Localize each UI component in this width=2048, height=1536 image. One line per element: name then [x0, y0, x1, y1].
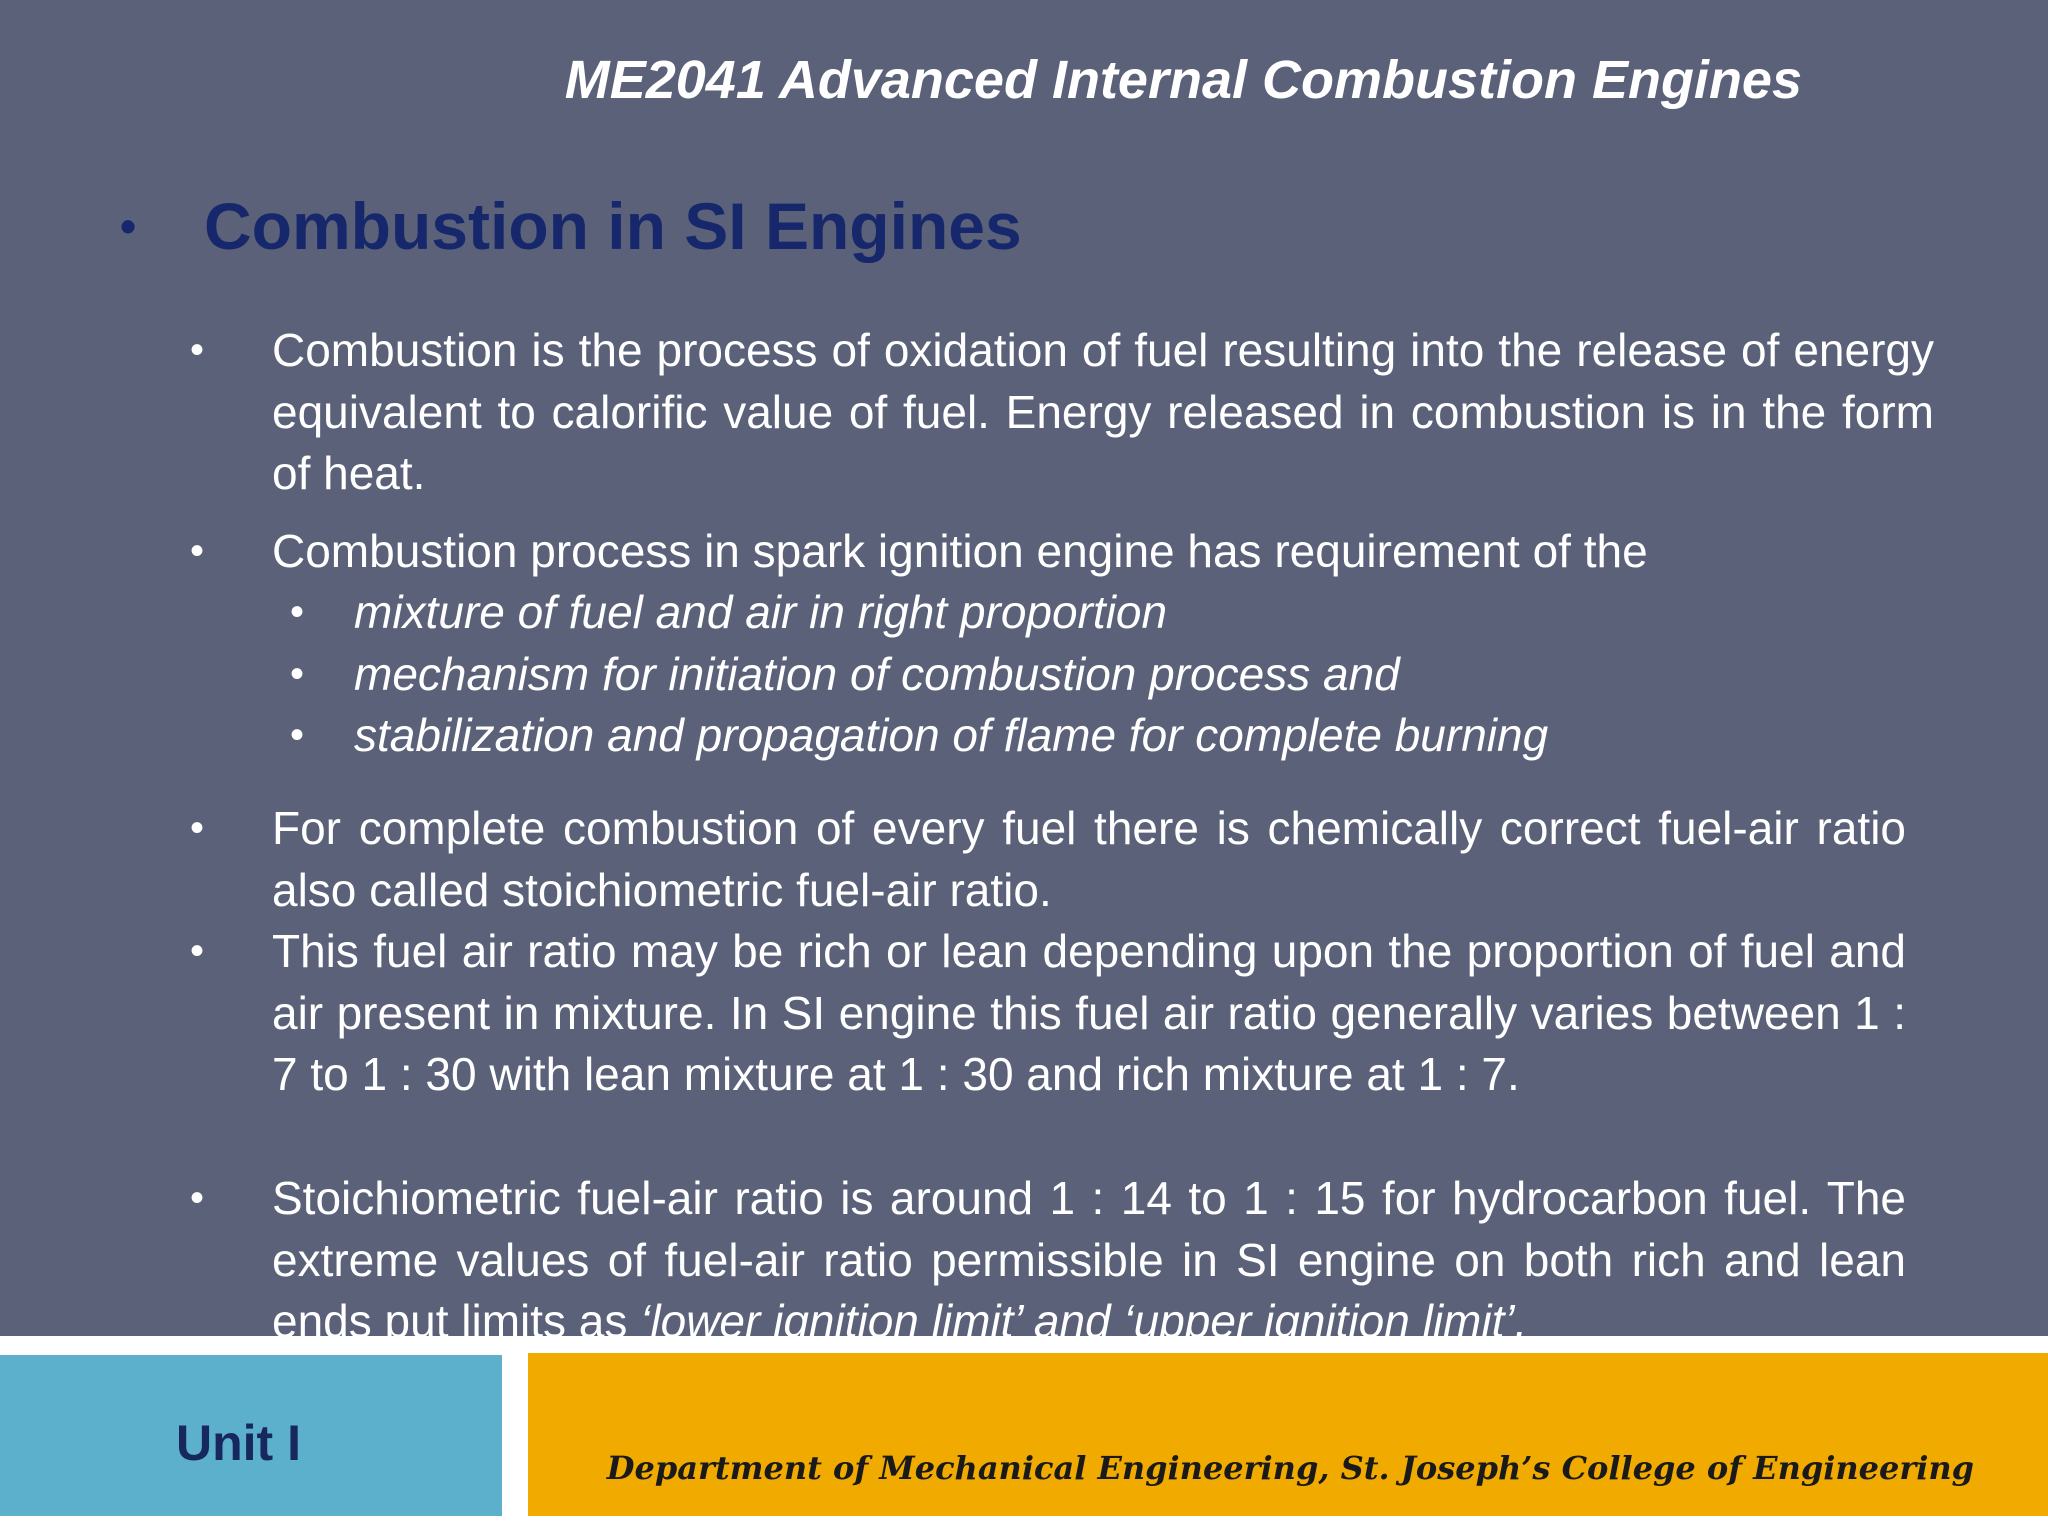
sub-bullet-dot: •: [290, 590, 305, 634]
bullet-text-5: [272, 1168, 1906, 1353]
bullet-dot: •: [190, 529, 205, 573]
sub-bullet-text-2: mechanism for initiation of combustion process and: [354, 648, 1400, 700]
bullet-text-5-main: Stoichiometric fuel-air ratio is around 1 : 14 to 1 : 15 for hydrocarbon fuel. The extreme values of fuel-air ratio permissible in SI engine on both rich and lean ends put limits as: [272, 1172, 1906, 1347]
heading-bullet: •: [120, 200, 137, 252]
bullet-dot: •: [190, 929, 205, 973]
bullet-text-4: This fuel air ratio may be rich or lean depending upon the proportion of fuel and air present in mixture. In SI engine this fuel air ratio generally varies between 1 : 7 to 1 : 30 with lean mixture at 1 : 30 and rich mixture at 1 : 7.: [272, 925, 1906, 1100]
sub-bullet-text-1: mixture of fuel and air in right proportion: [354, 586, 1168, 638]
bullet-dot: •: [190, 1176, 205, 1220]
bullet-dot: •: [190, 806, 205, 850]
sub-bullet-text-3: stabilization and propagation of flame for complete burning: [354, 709, 1549, 761]
bullet-text-2: Combustion process in spark ignition engine has requirement of the: [272, 525, 1648, 577]
section-heading-text: Combustion in SI Engines: [204, 189, 1022, 263]
unit-label: Unit I: [176, 1415, 301, 1471]
department-name: Department of Mechanical Engineering, St. Joseph’s College of Engineering: [606, 1449, 1974, 1487]
bullet-dot: •: [190, 328, 205, 372]
sub-bullet-dot: •: [290, 713, 305, 757]
bullet-text-5-italic: ‘lower ignition limit’ and ‘upper ignition limit’.: [640, 1295, 1528, 1347]
bullet-text-3: For complete combustion of every fuel there is chemically correct fuel-air ratio also called stoichiometric fuel-air ratio.: [272, 802, 1906, 916]
course-title: ME2041 Advanced Internal Combustion Engines: [564, 50, 1802, 110]
bullet-text-1: Combustion is the process of oxidation of fuel resulting into the release of energy equivalent to calorific value of fuel. Energy released in combustion is in the form of heat.: [272, 324, 1934, 499]
sub-bullet-dot: •: [290, 652, 305, 696]
